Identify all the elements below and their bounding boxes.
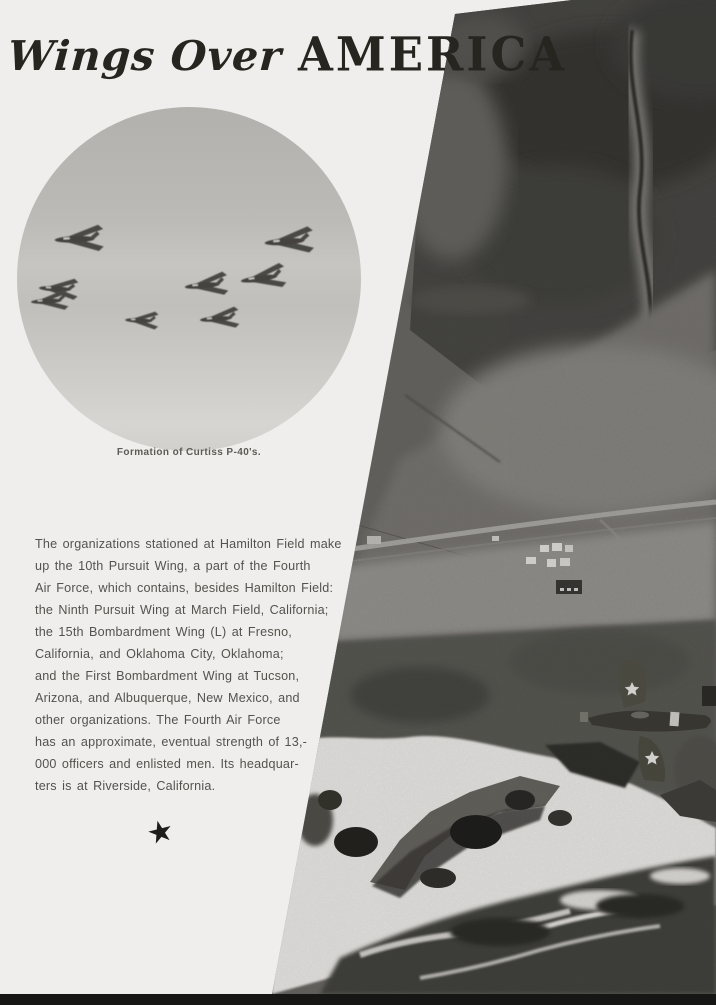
body-line: Air Force, which contains, besides Hamilton Field: (35, 581, 334, 595)
formation-photo-art (15, 107, 363, 451)
body-paragraph (35, 533, 342, 797)
body-line: and the First Bombardment Wing at Tucson, (35, 669, 300, 683)
body-line: Arizona, and Albuquerque, New Mexico, and (35, 691, 300, 705)
photo-caption: Formation of Curtiss P-40's. (116, 447, 262, 458)
body-line: the Ninth Pursuit Wing at March Field, California; (35, 603, 329, 617)
body-line: has an approximate, eventual strength of 13,- (35, 735, 308, 749)
body-line: up the 10th Pursuit Wing, a part of the Fourth (35, 559, 311, 573)
body-line: California, and Oklahoma City, Oklahoma; (35, 647, 284, 661)
title-script: Wings Over (6, 32, 284, 80)
page-edge-bar (0, 994, 716, 1005)
formation-photo (15, 107, 363, 451)
star-ornament: ★ (143, 813, 178, 852)
body-line: The organizations stationed at Hamilton Field make (35, 537, 342, 551)
page-title (8, 28, 567, 81)
title-caps: AMERICA (297, 26, 568, 83)
body-line: 000 officers and enlisted men. Its headquar- (35, 757, 299, 771)
body-line: other organizations. The Fourth Air Force (35, 713, 281, 727)
body-line: the 15th Bombardment Wing (L) at Fresno, (35, 625, 292, 639)
body-line: ters is at Riverside, California. (35, 779, 216, 793)
